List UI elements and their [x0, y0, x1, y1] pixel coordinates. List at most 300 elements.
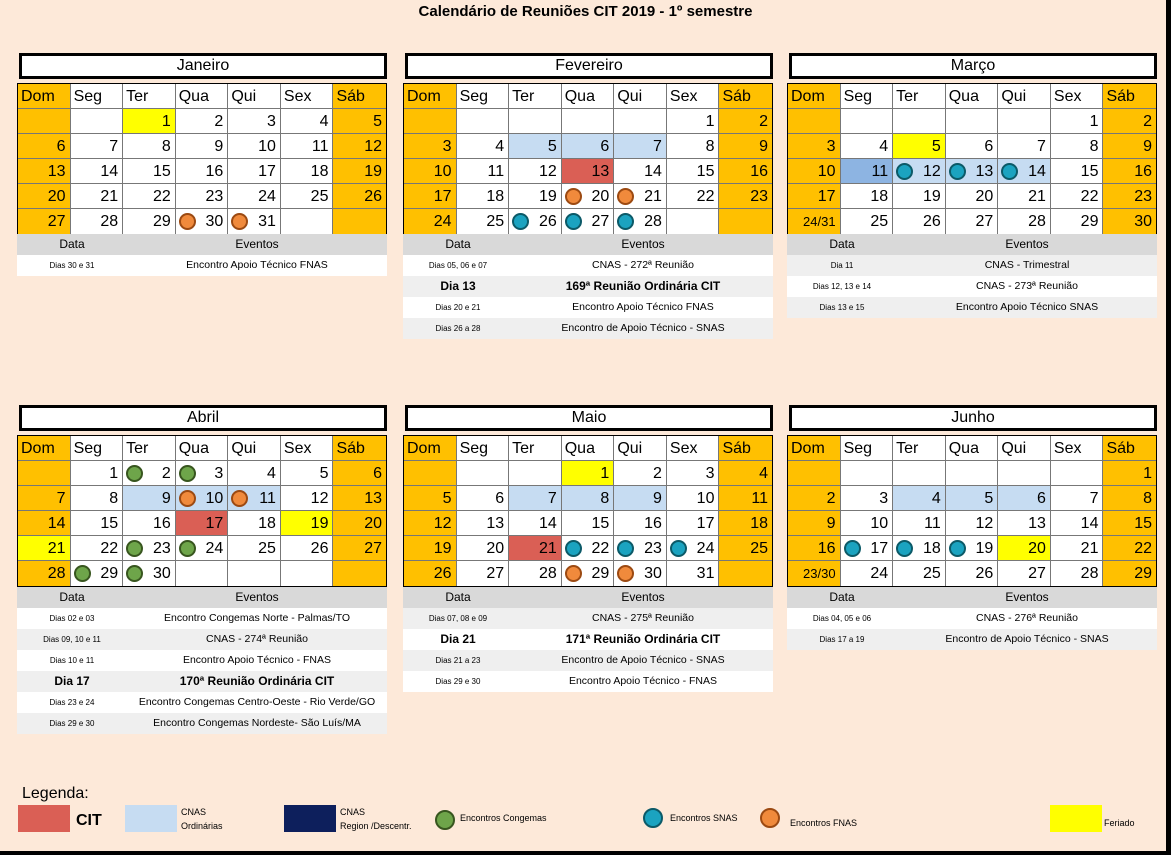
congemas-event-icon: [126, 465, 143, 482]
weekday-label: Sáb: [1103, 436, 1156, 460]
day-number: 7: [652, 138, 662, 155]
day-cell: [614, 536, 667, 560]
day-number: 21: [100, 188, 119, 205]
events-header-events: Eventos: [621, 590, 665, 604]
day-cell: [614, 209, 667, 234]
day-cell: [176, 536, 229, 560]
event-row: [787, 297, 1157, 318]
day-cell: [998, 109, 1051, 133]
day-number: 27: [1028, 565, 1046, 582]
day-cell: [946, 511, 999, 535]
week-row: [404, 209, 772, 234]
day-number: 17: [870, 540, 889, 557]
event-row: [403, 671, 773, 692]
event-date: Dias 12, 13 e 14: [812, 282, 872, 291]
day-number: 14: [47, 515, 66, 532]
day-cell: [1103, 134, 1156, 158]
day-cell: [18, 209, 71, 234]
day-number: 10: [433, 163, 452, 180]
event-row: [403, 318, 773, 339]
day-cell: [1103, 159, 1156, 183]
page-title: Calendário de Reuniões CIT 2019 - 1º semestre: [418, 3, 753, 20]
day-number: 26: [310, 540, 329, 557]
weekday-label: Qua: [562, 84, 615, 108]
day-number: 15: [1080, 163, 1099, 180]
day-cell: [18, 536, 71, 560]
day-cell: [18, 486, 71, 510]
day-cell: [457, 486, 510, 510]
day-number: 8: [1089, 138, 1099, 155]
day-cell: [457, 184, 510, 208]
day-number: 24/31: [803, 214, 836, 229]
day-cell: [893, 184, 946, 208]
fnas-event-icon: [231, 490, 248, 507]
day-number: 13: [47, 163, 66, 180]
day-cell: [614, 109, 667, 133]
week-row: [18, 159, 386, 184]
day-cell: [71, 486, 124, 510]
day-cell: [176, 134, 229, 158]
day-cell: [509, 159, 562, 183]
day-cell: [176, 184, 229, 208]
day-cell: [841, 159, 894, 183]
week-row: [788, 209, 1156, 234]
day-cell: [998, 511, 1051, 535]
event-description: Encontro Congemas Centro-Oeste - Rio Verde/GO: [138, 696, 376, 708]
day-cell: [1103, 486, 1156, 510]
day-number: 11: [259, 490, 276, 507]
day-cell: [404, 109, 457, 133]
weekday-label: Sex: [667, 84, 720, 108]
week-row: [404, 561, 772, 586]
weekday-header: [788, 84, 1156, 109]
day-cell: [893, 461, 946, 485]
event-description: Encontro Apoio Técnico FNAS: [186, 259, 328, 271]
day-number: 24: [870, 565, 889, 582]
day-cell: [509, 511, 562, 535]
day-cell: [946, 536, 999, 560]
legend-cit-swatch: [18, 805, 70, 832]
day-cell: [667, 184, 720, 208]
day-cell: [667, 461, 720, 485]
day-number: 15: [696, 163, 715, 180]
weekday-label: Seg: [457, 436, 510, 460]
day-number: 15: [152, 163, 171, 180]
day-number: 18: [310, 163, 329, 180]
day-number: 7: [109, 138, 119, 155]
day-number: 12: [975, 515, 994, 532]
events-table: [17, 234, 387, 276]
day-cell: [841, 209, 894, 234]
event-date: Dia 17: [54, 674, 90, 688]
week-row: [404, 536, 772, 561]
day-number: 2: [759, 113, 769, 130]
day-cell: [667, 209, 720, 234]
day-cell: [333, 184, 386, 208]
day-number: 26: [975, 565, 994, 582]
events-table: [787, 587, 1157, 650]
day-number: 9: [214, 138, 224, 155]
day-cell: [788, 561, 841, 586]
day-cell: [123, 536, 176, 560]
snas-event-icon: [1001, 163, 1018, 180]
day-number: 20: [1028, 540, 1046, 557]
day-cell: [841, 461, 894, 485]
congemas-event-icon: [74, 565, 91, 582]
fnas-event-icon: [565, 565, 582, 582]
day-number: 20: [975, 188, 994, 205]
weekday-label: Seg: [457, 84, 510, 108]
weekday-label: Qua: [946, 436, 999, 460]
day-number: 22: [591, 540, 610, 557]
day-cell: [404, 159, 457, 183]
day-number: 12: [433, 515, 452, 532]
day-number: 11: [924, 515, 941, 532]
day-number: 1: [109, 465, 119, 482]
month-junho: [787, 405, 1157, 585]
day-cell: [509, 209, 562, 234]
day-cell: [281, 561, 334, 586]
day-cell: [404, 209, 457, 234]
day-number: 22: [696, 188, 715, 205]
day-number: 22: [152, 188, 171, 205]
day-number: 25: [922, 565, 941, 582]
weekday-label: Qua: [562, 436, 615, 460]
weekday-label: Seg: [71, 84, 124, 108]
day-cell: [404, 184, 457, 208]
day-cell: [562, 561, 615, 586]
day-number: 20: [486, 540, 505, 557]
legend-feriado-label: Feriado: [1104, 818, 1135, 828]
calendar-grid: [403, 83, 773, 235]
day-cell: [71, 561, 124, 586]
day-number: 16: [205, 163, 224, 180]
day-number: 4: [266, 465, 276, 482]
event-description: Encontro Apoio Técnico SNAS: [955, 301, 1099, 313]
legend-cnas-regional-swatch: [284, 805, 336, 832]
day-number: 23: [152, 540, 171, 557]
day-cell: [946, 159, 999, 183]
day-cell: [1051, 109, 1104, 133]
day-number: 19: [975, 540, 994, 557]
events-header-events: Eventos: [1005, 237, 1049, 251]
month-title: Janeiro: [19, 53, 387, 79]
congemas-event-icon: [126, 565, 143, 582]
day-number: 26: [364, 188, 383, 205]
weekday-label: Qui: [614, 84, 667, 108]
day-cell: [71, 461, 124, 485]
day-number: 26: [922, 213, 941, 230]
legend-cnas-regional-label-1: CNAS: [340, 807, 366, 817]
day-number: 23: [750, 188, 769, 205]
day-cell: [176, 561, 229, 586]
day-cell: [123, 134, 176, 158]
weekday-label: Dom: [788, 436, 841, 460]
day-cell: [788, 109, 841, 133]
day-number: 7: [1089, 490, 1099, 507]
day-number: 21: [1028, 188, 1046, 205]
event-description: Encontro de Apoio Técnico - SNAS: [561, 322, 725, 334]
day-cell: [457, 536, 510, 560]
event-date: Dias 04, 05 e 06: [812, 614, 872, 623]
day-cell: [228, 209, 281, 234]
event-row: [787, 255, 1157, 276]
day-number: 4: [759, 465, 769, 482]
day-cell: [1103, 461, 1156, 485]
weekday-header: [404, 436, 772, 461]
day-number: 30: [1134, 213, 1153, 230]
day-number: 14: [644, 163, 662, 180]
day-cell: [893, 511, 946, 535]
snas-event-icon: [949, 163, 966, 180]
day-cell: [614, 486, 667, 510]
legend-cnas-ordinarias-swatch: [125, 805, 177, 832]
day-number: 21: [538, 540, 557, 557]
snas-event-icon: [565, 540, 582, 557]
day-number: 28: [644, 213, 662, 230]
day-cell: [998, 461, 1051, 485]
day-cell: [998, 134, 1051, 158]
events-header-date: Data: [59, 237, 85, 251]
week-row: [404, 159, 772, 184]
day-cell: [1103, 561, 1156, 586]
weekday-label: Dom: [404, 436, 457, 460]
snas-event-icon: [949, 540, 966, 557]
week-row: [404, 486, 772, 511]
week-row: [18, 184, 386, 209]
day-cell: [788, 461, 841, 485]
day-number: 7: [547, 490, 557, 507]
day-cell: [18, 511, 71, 535]
day-number: 5: [442, 490, 452, 507]
day-number: 30: [644, 565, 662, 582]
day-number: 6: [56, 138, 66, 155]
day-number: 8: [600, 490, 610, 507]
day-number: 1: [705, 113, 715, 130]
day-number: 20: [47, 188, 66, 205]
week-row: [404, 184, 772, 209]
event-description: CNAS - 275ª Reunião: [592, 612, 694, 624]
day-cell: [667, 109, 720, 133]
month-maio: [403, 405, 773, 585]
week-row: [788, 486, 1156, 511]
day-number: 1: [600, 465, 610, 482]
event-row: [17, 692, 387, 713]
day-number: 24: [696, 540, 715, 557]
event-row: [787, 276, 1157, 297]
event-date: Dias 05, 06 e 07: [428, 261, 488, 270]
events-header-date: Data: [445, 590, 471, 604]
weekday-label: Ter: [509, 436, 562, 460]
day-cell: [719, 511, 772, 535]
weekday-label: Sex: [281, 84, 334, 108]
day-number: 25: [750, 540, 769, 557]
day-cell: [281, 109, 334, 133]
day-cell: [719, 461, 772, 485]
day-cell: [841, 184, 894, 208]
day-number: 25: [258, 540, 276, 557]
day-cell: [788, 209, 841, 234]
event-row: [403, 629, 773, 650]
day-number: 29: [100, 565, 119, 582]
day-number: 28: [1080, 565, 1099, 582]
day-cell: [1051, 486, 1104, 510]
day-cell: [176, 109, 229, 133]
day-number: 10: [817, 163, 836, 180]
event-date: Dias 13 e 15: [819, 303, 865, 312]
congemas-event-icon: [179, 540, 196, 557]
day-cell: [228, 134, 281, 158]
day-cell: [1103, 536, 1156, 560]
day-cell: [404, 486, 457, 510]
day-number: 11: [487, 163, 505, 180]
day-number: 17: [205, 515, 224, 532]
day-cell: [893, 486, 946, 510]
day-cell: [667, 486, 720, 510]
day-cell: [228, 184, 281, 208]
day-cell: [176, 159, 229, 183]
day-number: 14: [538, 515, 557, 532]
day-number: 8: [705, 138, 715, 155]
week-row: [18, 134, 386, 159]
event-description: CNAS - Trimestral: [984, 259, 1070, 271]
day-cell: [509, 561, 562, 586]
day-number: 3: [826, 138, 836, 155]
day-cell: [71, 209, 124, 234]
day-cell: [667, 561, 720, 586]
day-number: 9: [161, 490, 171, 507]
day-cell: [228, 109, 281, 133]
day-cell: [562, 109, 615, 133]
day-cell: [18, 184, 71, 208]
day-number: 27: [975, 213, 994, 230]
day-cell: [509, 109, 562, 133]
events-header-events: Eventos: [621, 237, 665, 251]
day-number: 14: [1080, 515, 1099, 532]
day-number: 31: [258, 213, 276, 230]
day-cell: [457, 209, 510, 234]
day-number: 1: [161, 113, 171, 130]
congemas-event-icon: [126, 540, 143, 557]
day-number: 10: [258, 138, 276, 155]
day-number: 11: [751, 490, 769, 507]
event-date: Dias 02 e 03: [49, 614, 95, 623]
day-cell: [457, 561, 510, 586]
month-title: Junho: [789, 405, 1157, 431]
day-cell: [614, 159, 667, 183]
day-number: 12: [310, 490, 329, 507]
day-cell: [333, 536, 386, 560]
event-description: CNAS - 274ª Reunião: [206, 633, 308, 645]
day-number: 30: [205, 213, 224, 230]
day-cell: [333, 461, 386, 485]
weekday-label: Qui: [614, 436, 667, 460]
fnas-event-icon: [231, 213, 248, 230]
day-number: 27: [591, 213, 610, 230]
weekday-header: [788, 436, 1156, 461]
snas-event-icon: [844, 540, 861, 557]
day-cell: [562, 461, 615, 485]
day-cell: [998, 486, 1051, 510]
day-cell: [998, 209, 1051, 234]
event-date: Dia 11: [830, 261, 854, 270]
week-row: [404, 511, 772, 536]
day-number: 23: [205, 188, 224, 205]
legend-congemas-icon: [435, 810, 455, 830]
weekday-label: Qua: [176, 436, 229, 460]
day-cell: [667, 536, 720, 560]
day-number: 6: [495, 490, 505, 507]
day-cell: [1103, 511, 1156, 535]
day-number: 5: [547, 138, 557, 155]
day-cell: [667, 511, 720, 535]
day-number: 9: [1143, 138, 1153, 155]
day-cell: [457, 511, 510, 535]
weekday-label: Dom: [18, 84, 71, 108]
day-cell: [719, 486, 772, 510]
weekday-label: Qua: [176, 84, 229, 108]
day-cell: [281, 536, 334, 560]
event-description: 170ª Reunião Ordinária CIT: [179, 674, 335, 688]
day-number: 2: [161, 465, 171, 482]
day-number: 20: [591, 188, 610, 205]
month-fevereiro: [403, 53, 773, 233]
day-cell: [404, 461, 457, 485]
day-number: 19: [922, 188, 941, 205]
day-number: 3: [214, 465, 224, 482]
day-cell: [998, 159, 1051, 183]
day-number: 18: [486, 188, 505, 205]
day-number: 3: [879, 490, 889, 507]
day-cell: [614, 134, 667, 158]
day-cell: [404, 561, 457, 586]
calendar-grid: [17, 83, 387, 235]
day-number: 24: [205, 540, 224, 557]
day-cell: [123, 209, 176, 234]
event-description: Encontro Congemas Nordeste- São Luís/MA: [153, 717, 361, 729]
day-number: 6: [984, 138, 994, 155]
event-date: Dia 13: [440, 279, 476, 293]
day-number: 4: [495, 138, 505, 155]
week-row: [404, 134, 772, 159]
day-number: 3: [442, 138, 452, 155]
day-cell: [841, 109, 894, 133]
event-date: Dias 29 e 30: [435, 677, 481, 686]
day-number: 30: [152, 565, 171, 582]
day-number: 27: [486, 565, 505, 582]
day-cell: [457, 134, 510, 158]
day-number: 27: [364, 540, 383, 557]
week-row: [788, 511, 1156, 536]
events-table: [17, 587, 387, 734]
events-header-events: Eventos: [235, 237, 279, 251]
day-number: 8: [161, 138, 171, 155]
events-table: [787, 234, 1157, 318]
legend-feriado-swatch: [1050, 805, 1102, 832]
weekday-label: Sáb: [719, 84, 772, 108]
event-row: [403, 608, 773, 629]
event-description: Encontro Apoio Técnico FNAS: [572, 301, 714, 313]
day-cell: [18, 561, 71, 586]
weekday-label: Dom: [788, 84, 841, 108]
day-cell: [404, 134, 457, 158]
month-title: Fevereiro: [405, 53, 773, 79]
month-title: Maio: [405, 405, 773, 431]
day-number: 2: [826, 490, 836, 507]
event-row: [17, 255, 387, 276]
day-cell: [281, 511, 334, 535]
day-cell: [562, 134, 615, 158]
